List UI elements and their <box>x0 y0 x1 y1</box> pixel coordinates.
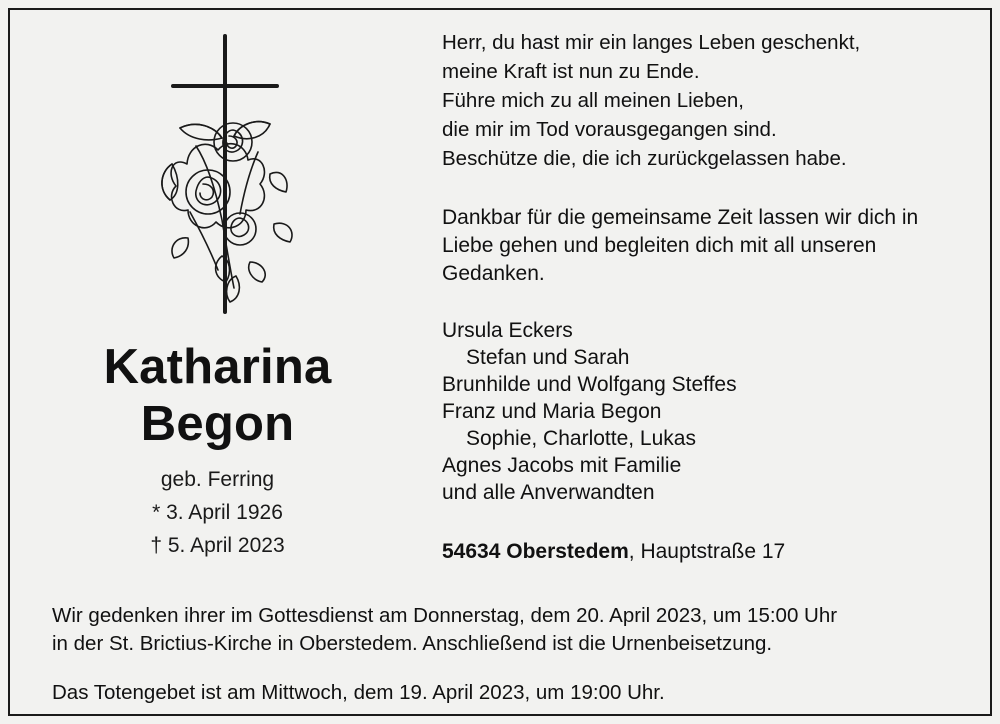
list-item: Sophie, Charlotte, Lukas <box>466 426 696 450</box>
deceased-name-block <box>10 340 425 558</box>
list-item: und alle Anverwandten <box>442 481 655 505</box>
right-column <box>442 28 972 564</box>
verse-line: die mir im Tod vorausgegangen sind. <box>442 118 777 142</box>
notice-border <box>8 8 992 716</box>
list-item: Ursula Eckers <box>442 318 573 342</box>
list-item: Agnes Jacobs mit Familie <box>442 453 682 477</box>
verse-line: meine Kraft ist nun zu Ende. <box>442 60 700 84</box>
list-item: Stefan und Sarah <box>466 345 630 369</box>
address-postal-city: 54634 Oberstedem <box>442 540 629 564</box>
birth-date: * 3. April 1926 <box>152 500 283 524</box>
death-date: † 5. April 2023 <box>150 533 285 557</box>
list-item: Brunhilde und Wolfgang Steffes <box>442 372 737 396</box>
family-name: Begon <box>140 396 295 451</box>
verse-line: Herr, du hast mir ein langes Leben geschenkt, <box>442 31 861 54</box>
address-line <box>442 540 972 564</box>
list-item: Franz und Maria Begon <box>442 399 662 423</box>
given-name: Katharina <box>103 340 332 394</box>
maiden-name: geb. Ferring <box>160 467 275 491</box>
thanks-text: Dankbar für die gemeinsame Zeit lassen wir dich in Liebe gehen und begleiten dich mit all unseren Gedanken. <box>442 205 919 286</box>
left-column <box>10 10 425 580</box>
service-line-1: Wir gedenken ihrer im Gottesdienst am Donnerstag, dem 20. April 2023, um 15:00 Uhr <box>52 604 838 627</box>
mourners-list <box>442 317 972 507</box>
cross-with-roses-icon <box>130 24 320 324</box>
service-line-2: in der St. Brictius-Kirche in Oberstedem. Anschließend ist die Urnenbeisetzung. <box>52 632 773 656</box>
verse-line: Beschütze die, die ich zurückgelassen habe. <box>442 147 847 171</box>
address-street: , Hauptstraße 17 <box>628 540 786 564</box>
service-details <box>52 602 952 707</box>
notice-content <box>10 10 990 714</box>
verse-line: Führe mich zu all meinen Lieben, <box>442 89 744 113</box>
service-line-3: Das Totengebet ist am Mittwoch, dem 19. April 2023, um 19:00 Uhr. <box>52 680 665 704</box>
verse-block <box>442 28 972 174</box>
